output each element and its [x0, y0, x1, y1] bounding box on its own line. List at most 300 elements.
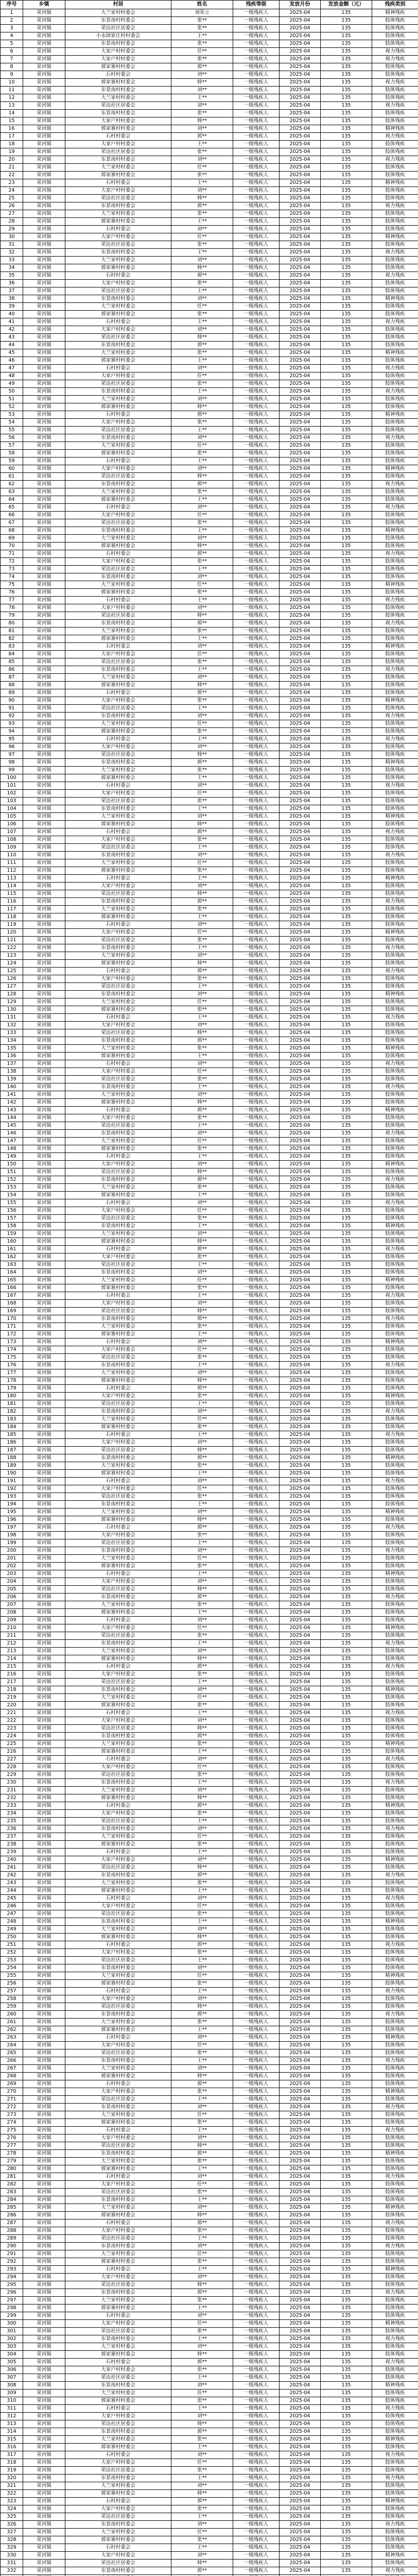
table-cell: 135 [321, 110, 372, 117]
table-cell: 一级残疾人 [233, 628, 280, 635]
table-cell: 东景南村村委会 [65, 481, 171, 488]
table-cell: 荣河镇 [23, 620, 65, 628]
table-cell: 2025-04 [280, 110, 321, 117]
table-cell: 2025-04 [280, 295, 321, 303]
table-cell: 任** [171, 790, 233, 798]
table-cell: 肢体残疾 [372, 983, 418, 991]
table-row [1, 628, 418, 635]
table-cell: 135 [321, 2436, 372, 2444]
table-cell: 198 [1, 1532, 23, 1539]
table-cell: 刘** [171, 125, 233, 133]
table-cell: 135 [321, 689, 372, 697]
table-cell: 101 [1, 782, 23, 790]
table-cell: 肢体残疾 [372, 1733, 418, 1740]
table-cell: 135 [321, 1501, 372, 1509]
table-cell: 一级残疾人 [233, 1022, 280, 1029]
table-cell: 135 [321, 852, 372, 859]
table-cell: 荣达社区居委会 [65, 2560, 171, 2567]
table-cell: 85 [1, 658, 23, 666]
table-cell: 135 [321, 2165, 372, 2173]
table-cell: 2025-04 [280, 133, 321, 141]
table-cell: 精神残疾 [372, 179, 418, 187]
table-cell: 荣河镇 [23, 1802, 65, 1810]
table-row [1, 481, 418, 488]
table-cell: 2025-04 [280, 705, 321, 713]
table-cell: 55 [1, 427, 23, 434]
table-cell: 2025-04 [280, 2258, 321, 2266]
table-cell: 一级残疾人 [233, 2011, 280, 2019]
table-cell: 210 [1, 1624, 23, 1632]
table-cell: 荣河镇 [23, 1501, 65, 1509]
table-cell: 135 [321, 2498, 372, 2505]
table-cell: 肢体残疾 [372, 1323, 418, 1331]
table-cell: 一级残疾人 [233, 1184, 280, 1192]
table-cell: 王** [171, 1609, 233, 1617]
table-cell: 324 [1, 2505, 23, 2513]
table-cell: 一级残疾人 [233, 1331, 280, 1338]
table-cell: 2025-04 [280, 2405, 321, 2413]
table-cell: 37 [1, 287, 23, 295]
table-cell: 一级残疾人 [233, 1686, 280, 1694]
table-cell: 2025-04 [280, 821, 321, 828]
table-cell: 荣河镇 [23, 450, 65, 457]
table-cell: 荣河镇 [23, 40, 65, 48]
table-cell: 大兰家村村委会 [65, 1601, 171, 1609]
table-row [1, 1995, 418, 2003]
table-cell: 2025-04 [280, 937, 321, 944]
table-cell: 肢体残疾 [372, 1903, 418, 1910]
table-cell: 2025-04 [280, 1207, 321, 1215]
table-cell: 一级残疾人 [233, 218, 280, 226]
table-cell: 197 [1, 1524, 23, 1532]
table-cell: 57 [1, 442, 23, 450]
table-cell: 刘** [171, 1787, 233, 1794]
table-cell: 2025-04 [280, 9, 321, 17]
table-cell: 郭家寨村村委会 [65, 682, 171, 689]
table-row [1, 2088, 418, 2096]
table-cell: 2025-04 [280, 63, 321, 71]
table-cell: 荣河镇 [23, 342, 65, 349]
table-cell: 刘** [171, 782, 233, 790]
table-cell: 2025-04 [280, 1470, 321, 1478]
table-cell: 297 [1, 2297, 23, 2304]
table-cell: 一级残疾人 [233, 1586, 280, 1594]
table-cell: 135 [321, 1238, 372, 1246]
table-cell: 2025-04 [280, 442, 321, 450]
table-cell: 一级残疾人 [233, 63, 280, 71]
table-cell: 肢体残疾 [372, 1470, 418, 1478]
table-cell: 荣河镇 [23, 226, 65, 233]
table-cell: 2025-04 [280, 1926, 321, 1934]
table-cell: 一级残疾人 [233, 411, 280, 419]
table-cell: 郭** [171, 1594, 233, 1601]
table-cell: 2025-04 [280, 759, 321, 767]
table-row [1, 658, 418, 666]
table-cell: 一级残疾人 [233, 1640, 280, 1648]
table-row [1, 1694, 418, 1702]
table-cell: 201 [1, 1555, 23, 1563]
table-cell: 张** [171, 280, 233, 287]
table-cell: 135 [321, 898, 372, 906]
table-cell: 135 [321, 457, 372, 465]
table-cell: 一级残疾人 [233, 1076, 280, 1083]
table-cell: 肢体残疾 [372, 2212, 418, 2219]
table-cell: 王** [171, 527, 233, 535]
table-cell: 肢体残疾 [372, 1717, 418, 1725]
table-cell: 荣达社区居委会 [65, 1447, 171, 1454]
table-cell: 大家户村村委会 [65, 604, 171, 612]
table-cell: 一级残疾人 [233, 2521, 280, 2529]
table-cell: 135 [321, 2080, 372, 2088]
table-cell: 视力残疾 [372, 1083, 418, 1091]
table-cell: 肢体残疾 [372, 2096, 418, 2104]
table-cell: 135 [321, 581, 372, 589]
table-cell: 一级残疾人 [233, 998, 280, 1006]
table-row [1, 1532, 418, 1539]
header-cell: 发放金额（元） [321, 1, 372, 9]
table-cell: 一级残疾人 [233, 1910, 280, 1918]
table-cell: 郭** [171, 1524, 233, 1532]
table-cell: 一级残疾人 [233, 1679, 280, 1686]
table-cell: 荣河镇 [23, 2467, 65, 2475]
table-cell: 任** [171, 2250, 233, 2258]
table-row [1, 2475, 418, 2482]
table-cell: 精神残疾 [372, 2088, 418, 2096]
table-cell: 64 [1, 496, 23, 504]
table-cell: 张** [171, 380, 233, 388]
table-cell: 大家户村村委会 [65, 1717, 171, 1725]
table-cell: 任** [171, 1972, 233, 1980]
table-row [1, 1377, 418, 1385]
table-cell: 2025-04 [280, 2250, 321, 2258]
table-cell: 一级残疾人 [233, 1385, 280, 1393]
table-cell: 荣河镇 [23, 998, 65, 1006]
table-cell: 肢体残疾 [372, 25, 418, 32]
table-cell: 一级残疾人 [233, 658, 280, 666]
table-cell: 肢体残疾 [372, 1184, 418, 1192]
table-cell: 荣河镇 [23, 1926, 65, 1934]
table-cell: 荣达社区居委会 [65, 1354, 171, 1362]
table-cell: 刘** [171, 434, 233, 442]
table-cell: 135 [321, 821, 372, 828]
table-cell: 170 [1, 1315, 23, 1323]
table-cell: 王** [171, 457, 233, 465]
table-cell: 肢体残疾 [372, 2343, 418, 2351]
table-cell: 一级残疾人 [233, 558, 280, 566]
table-cell: 荣河镇 [23, 264, 65, 272]
table-cell: 大兰家村村委会 [65, 1416, 171, 1423]
table-cell: 荣河镇 [23, 2026, 65, 2034]
table-cell: 荣达社区居委会 [65, 519, 171, 527]
table-cell: 72 [1, 558, 23, 566]
table-cell: 2025-04 [280, 1068, 321, 1076]
table-cell: 荣河镇 [23, 365, 65, 372]
table-cell: 王** [171, 597, 233, 604]
table-cell: 王** [171, 2405, 233, 2413]
table-cell: 大兰家村村委会 [65, 2111, 171, 2119]
table-row [1, 821, 418, 828]
table-cell: 大兰家村村委会 [65, 1369, 171, 1377]
table-cell: 235 [1, 1818, 23, 1825]
table-cell: 肢体残疾 [372, 1377, 418, 1385]
table-cell: 肢体残疾 [372, 187, 418, 195]
table-cell: 荣达社区居委会 [65, 890, 171, 898]
table-cell: 135 [321, 890, 372, 898]
table-cell: 荣河镇 [23, 1277, 65, 1284]
table-cell: 大兰家村村委会 [65, 1045, 171, 1053]
table-cell: 石村村委会 [65, 1709, 171, 1717]
table-cell: 292 [1, 2258, 23, 2266]
table-cell: 肢体残疾 [372, 2065, 418, 2073]
table-cell: 肢体残疾 [372, 1462, 418, 1470]
table-cell: 135 [321, 713, 372, 720]
table-cell: 荣河镇 [23, 682, 65, 689]
table-cell: 2025-04 [280, 697, 321, 705]
table-row [1, 1470, 418, 1478]
table-cell: 2025-04 [280, 473, 321, 481]
table-row [1, 2389, 418, 2397]
table-cell: 大家户村村委会 [65, 2181, 171, 2189]
table-cell: 东景南村村委会 [65, 1315, 171, 1323]
table-cell: 视力残疾 [372, 1988, 418, 1995]
table-cell: 78 [1, 604, 23, 612]
table-cell: 荣河镇 [23, 1702, 65, 1709]
table-row [1, 79, 418, 87]
table-cell: 2025-04 [280, 535, 321, 543]
table-cell: 大兰家村村委会 [65, 2436, 171, 2444]
table-cell: 肢体残疾 [372, 2420, 418, 2428]
table-cell: 肢体残疾 [372, 1091, 418, 1099]
table-cell: 荣达社区居委会 [65, 2003, 171, 2011]
table-cell: 135 [321, 257, 372, 264]
table-cell: 一级残疾人 [233, 2405, 280, 2413]
table-cell: 大家户村村委会 [65, 883, 171, 890]
table-cell: 王** [171, 1709, 233, 1717]
table-cell: 荣河镇 [23, 1794, 65, 1802]
table-cell: 韩** [171, 890, 233, 898]
table-cell: 一级残疾人 [233, 427, 280, 434]
table-row [1, 2165, 418, 2173]
table-cell: 135 [321, 929, 372, 937]
table-cell: 135 [321, 79, 372, 87]
table-cell: 王** [171, 1679, 233, 1686]
table-cell: 视力残疾 [372, 272, 418, 280]
table-cell: 任** [171, 1485, 233, 1493]
table-cell: 2025-04 [280, 1686, 321, 1694]
table-cell: 刘** [171, 1895, 233, 1903]
table-cell: 一级残疾人 [233, 543, 280, 550]
table-cell: 2025-04 [280, 2374, 321, 2382]
table-cell: 310 [1, 2397, 23, 2405]
table-cell: 135 [321, 1972, 372, 1980]
table-cell: 一级残疾人 [233, 674, 280, 682]
table-cell: 肢体残疾 [372, 1964, 418, 1972]
table-cell: 荣河镇 [23, 1872, 65, 1879]
table-cell: 张** [171, 1910, 233, 1918]
table-cell: 一级残疾人 [233, 17, 280, 25]
table-cell: 荣河镇 [23, 875, 65, 883]
table-cell: 精神残疾 [372, 2382, 418, 2389]
table-cell: 荣河镇 [23, 1879, 65, 1887]
table-row [1, 736, 418, 743]
table-cell: 251 [1, 1941, 23, 1949]
table-cell: 135 [321, 1091, 372, 1099]
table-cell: 肢体残疾 [372, 836, 418, 844]
table-cell: 东景南村村委会 [65, 2104, 171, 2111]
table-cell: 2025-04 [280, 1532, 321, 1539]
table-cell: 荣河镇 [23, 2297, 65, 2304]
table-cell: 2025-04 [280, 1671, 321, 1679]
table-cell: 135 [321, 906, 372, 913]
table-cell: 视力残疾 [372, 2011, 418, 2019]
table-row [1, 125, 418, 133]
table-cell: 2025-04 [280, 604, 321, 612]
table-cell: 2025-04 [280, 1624, 321, 1632]
table-cell: 荣河镇 [23, 1601, 65, 1609]
table-cell: 2025-04 [280, 1454, 321, 1462]
table-cell: 2025-04 [280, 2498, 321, 2505]
table-cell: 2025-04 [280, 1864, 321, 1872]
table-cell: 2025-04 [280, 2281, 321, 2289]
table-cell: 135 [321, 249, 372, 257]
table-cell: 荣达社区居委会 [65, 1679, 171, 1686]
table-cell: 135 [321, 2312, 372, 2320]
table-cell: 一级残疾人 [233, 1594, 280, 1601]
table-cell: 东景南村村委会 [65, 2335, 171, 2343]
table-cell: 一级残疾人 [233, 859, 280, 867]
table-cell: 荣河镇 [23, 2065, 65, 2073]
table-cell: 一级残疾人 [233, 1400, 280, 1408]
table-cell: 2025-04 [280, 434, 321, 442]
table-cell: 135 [321, 1918, 372, 1926]
table-cell: 135 [321, 2196, 372, 2204]
table-cell: 肢体残疾 [372, 635, 418, 643]
table-cell: 视力残疾 [372, 736, 418, 743]
table-cell: 2025-04 [280, 1223, 321, 1230]
table-cell: 135 [321, 1709, 372, 1717]
table-cell: 肢体残疾 [372, 2026, 418, 2034]
table-cell: 一级残疾人 [233, 1478, 280, 1485]
table-row [1, 40, 418, 48]
table-cell: 7 [1, 56, 23, 63]
table-cell: 282 [1, 2181, 23, 2189]
table-cell: 东景南村村委会 [65, 1501, 171, 1509]
table-row [1, 2374, 418, 2382]
table-cell: 2025-04 [280, 713, 321, 720]
table-cell: 肢体残疾 [372, 32, 418, 40]
table-cell: 135 [321, 705, 372, 713]
table-cell: 94 [1, 728, 23, 736]
table-cell: 168 [1, 1300, 23, 1308]
table-cell: 大兰家村村委会 [65, 303, 171, 311]
table-cell: 105 [1, 813, 23, 821]
table-cell: 237 [1, 1833, 23, 1841]
table-cell: 大兰家村村委会 [65, 2482, 171, 2490]
table-row [1, 1454, 418, 1462]
table-cell: 精神残疾 [372, 759, 418, 767]
table-row [1, 179, 418, 187]
table-cell: 大兰家村村委会 [65, 257, 171, 264]
table-row [1, 589, 418, 597]
table-cell: 2025-04 [280, 2196, 321, 2204]
table-cell: 135 [321, 1910, 372, 1918]
table-cell: 2025-04 [280, 906, 321, 913]
table-cell: 刘** [171, 326, 233, 334]
table-cell: 2025-04 [280, 1802, 321, 1810]
table-cell: 大兰家村村委会 [65, 1555, 171, 1563]
table-cell: 2025-04 [280, 1516, 321, 1524]
table-cell: 任** [171, 1277, 233, 1284]
table-cell: 肢体残疾 [372, 141, 418, 148]
table-row [1, 2490, 418, 2498]
table-cell: 石村村委会 [65, 1246, 171, 1253]
table-cell: 一级残疾人 [233, 2335, 280, 2343]
table-cell: 一级残疾人 [233, 488, 280, 496]
table-cell: 肢体残疾 [372, 2513, 418, 2521]
table-cell: 一级残疾人 [233, 828, 280, 836]
table-cell: 郭家寨村村委会 [65, 1841, 171, 1849]
table-cell: 2025-04 [280, 1161, 321, 1168]
table-cell: 2025-04 [280, 1756, 321, 1764]
table-cell: 荣河镇 [23, 2420, 65, 2428]
table-row [1, 751, 418, 759]
table-cell: 郭家寨村村委会 [65, 2304, 171, 2312]
table-cell: 刘** [171, 1995, 233, 2003]
table-cell: 肢体残疾 [372, 2080, 418, 2088]
table-cell: 王** [171, 1153, 233, 1161]
table-cell: 151 [1, 1168, 23, 1176]
table-cell: 王** [171, 666, 233, 674]
table-cell: 2025-04 [280, 1478, 321, 1485]
table-cell: 任** [171, 2529, 233, 2536]
table-cell: 274 [1, 2119, 23, 2127]
table-cell: 332 [1, 2567, 23, 2575]
table-cell: 135 [321, 1964, 372, 1972]
table-cell: 一级残疾人 [233, 148, 280, 156]
table-cell: 肢体残疾 [372, 1578, 418, 1586]
table-cell: 石村村委会 [65, 1060, 171, 1068]
table-cell: 石村村委会 [65, 1941, 171, 1949]
table-cell: 一级残疾人 [233, 782, 280, 790]
table-cell: 荣河镇 [23, 2003, 65, 2011]
table-cell: 荣达社区居委会 [65, 612, 171, 620]
table-cell: 荣河镇 [23, 2513, 65, 2521]
table-cell: 郭** [171, 2150, 233, 2158]
table-cell: 200 [1, 1547, 23, 1555]
table-cell: 2025-04 [280, 2467, 321, 2475]
table-cell: 2025-04 [280, 913, 321, 921]
table-row [1, 890, 418, 898]
table-cell: 135 [321, 998, 372, 1006]
table-cell: 大家户村村委会 [65, 651, 171, 658]
table-row [1, 883, 418, 890]
table-cell: 张** [171, 798, 233, 805]
table-cell: 荣河镇 [23, 233, 65, 241]
table-cell: 荣达社区居委会 [65, 705, 171, 713]
table-cell: 231 [1, 1787, 23, 1794]
table-cell: 郭** [171, 1733, 233, 1740]
table-cell: 王** [171, 635, 233, 643]
table-cell: 张** [171, 311, 233, 318]
header-cell: 姓名 [171, 1, 233, 9]
table-cell: 135 [321, 218, 372, 226]
table-cell: 135 [321, 2065, 372, 2073]
table-cell: 肢体残疾 [372, 1230, 418, 1238]
table-cell: 张** [171, 975, 233, 983]
table-cell: 肢体残疾 [372, 1122, 418, 1130]
table-cell: 2025-04 [280, 71, 321, 79]
table-cell: 肢体残疾 [372, 682, 418, 689]
